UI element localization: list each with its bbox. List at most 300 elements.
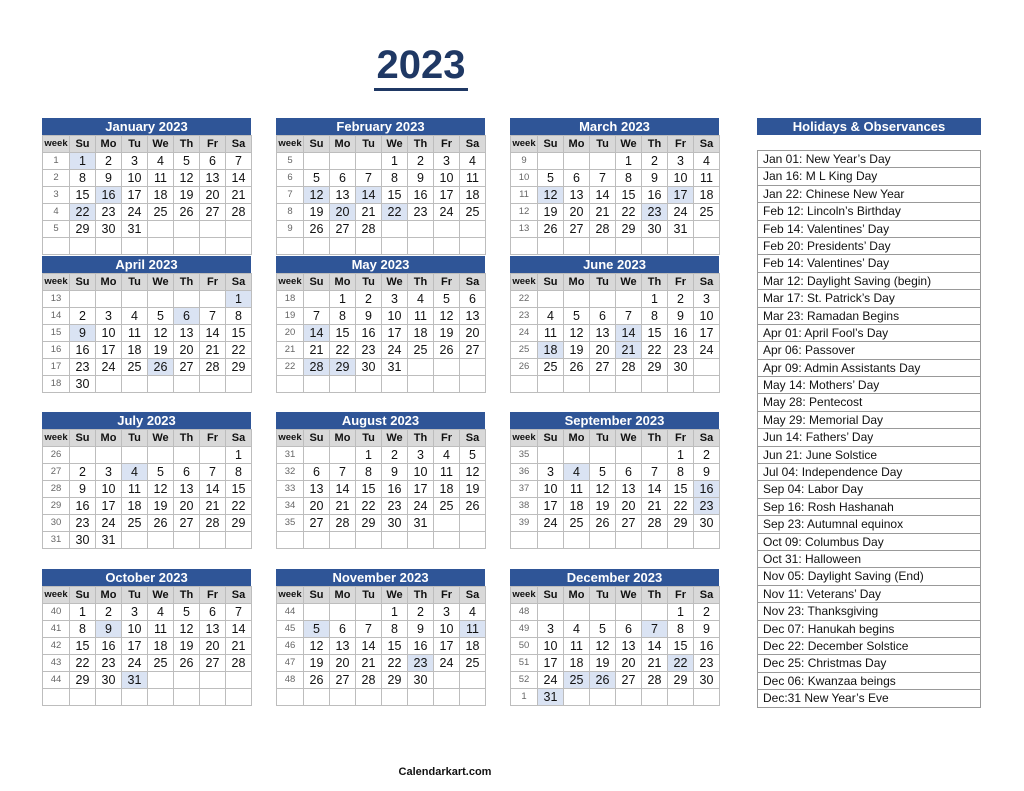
weekday-header: Th: [642, 430, 668, 447]
week-number: 21: [277, 342, 304, 359]
day-cell: 14: [642, 481, 668, 498]
day-cell: 5: [174, 604, 200, 621]
day-cell: 20: [200, 638, 226, 655]
week-number: [277, 689, 304, 706]
week-row: [511, 515, 720, 532]
week-row: [511, 204, 720, 221]
day-cell: [96, 689, 122, 706]
day-cell: [330, 604, 356, 621]
day-cell: 4: [460, 153, 486, 170]
day-cell: [304, 291, 330, 308]
day-cell: [460, 238, 486, 255]
week-header: week: [277, 430, 304, 447]
day-cell: 7: [330, 464, 356, 481]
week-number: 9: [511, 153, 538, 170]
weekday-header-row: [277, 587, 486, 604]
day-cell: 19: [148, 498, 174, 515]
day-cell: 26: [460, 498, 486, 515]
day-cell: 21: [200, 342, 226, 359]
day-cell: 18: [460, 187, 486, 204]
day-cell: 7: [200, 308, 226, 325]
weekday-header-row: [43, 136, 252, 153]
day-cell: 6: [616, 621, 642, 638]
day-cell: 14: [200, 481, 226, 498]
day-cell: 26: [304, 672, 330, 689]
day-cell: [148, 532, 174, 549]
day-cell: 2: [694, 447, 720, 464]
day-cell: 29: [668, 672, 694, 689]
weekday-header-row: [277, 430, 486, 447]
day-cell: 25: [148, 204, 174, 221]
day-cell: 15: [668, 638, 694, 655]
day-cell: 4: [694, 153, 720, 170]
week-row: [43, 689, 252, 706]
holiday-item: Sep 23: Autumnal equinox: [757, 516, 981, 533]
day-cell: 29: [642, 359, 668, 376]
weekday-header: Tu: [590, 274, 616, 291]
weekday-header: Su: [538, 430, 564, 447]
day-cell: [330, 238, 356, 255]
day-cell: [200, 532, 226, 549]
day-cell: [590, 689, 616, 706]
day-cell: [408, 238, 434, 255]
day-cell: [460, 376, 486, 393]
day-cell: [616, 532, 642, 549]
week-number: 44: [43, 672, 70, 689]
day-cell: 22: [226, 498, 252, 515]
day-cell: 17: [694, 325, 720, 342]
day-cell: 14: [304, 325, 330, 342]
week-row: [277, 447, 486, 464]
day-cell: [200, 376, 226, 393]
day-cell: 24: [96, 359, 122, 376]
weekday-header: Th: [408, 587, 434, 604]
week-row: [277, 291, 486, 308]
day-cell: [408, 532, 434, 549]
holiday-item: Mar 23: Ramadan Begins: [757, 308, 981, 325]
day-cell: 18: [460, 638, 486, 655]
day-cell: 10: [408, 464, 434, 481]
day-cell: 29: [70, 672, 96, 689]
day-cell: 12: [148, 325, 174, 342]
weekday-header: We: [382, 274, 408, 291]
day-cell: 23: [96, 655, 122, 672]
day-cell: 27: [200, 204, 226, 221]
week-row: [277, 238, 486, 255]
week-row: [43, 464, 252, 481]
week-header: week: [511, 587, 538, 604]
day-cell: [408, 689, 434, 706]
holiday-item: Sep 16: Rosh Hashanah: [757, 499, 981, 516]
day-cell: 15: [226, 481, 252, 498]
day-cell: [538, 604, 564, 621]
day-cell: [70, 447, 96, 464]
day-cell: 31: [668, 221, 694, 238]
day-cell: 19: [538, 204, 564, 221]
day-cell: 7: [642, 464, 668, 481]
day-cell: 20: [616, 655, 642, 672]
day-cell: 14: [616, 325, 642, 342]
week-number: 17: [43, 359, 70, 376]
day-cell: 24: [538, 672, 564, 689]
day-cell: 14: [356, 638, 382, 655]
day-cell: 19: [174, 638, 200, 655]
day-cell: 31: [408, 515, 434, 532]
day-cell: [668, 376, 694, 393]
day-cell: [668, 532, 694, 549]
day-cell: 4: [148, 604, 174, 621]
week-row: [43, 376, 252, 393]
week-header: week: [277, 587, 304, 604]
day-cell: 16: [382, 481, 408, 498]
holiday-item: Mar 17: St. Patrick’s Day: [757, 290, 981, 307]
month-table: [42, 273, 252, 393]
weekday-header: Fr: [668, 274, 694, 291]
weekday-header: Fr: [200, 274, 226, 291]
day-cell: 31: [122, 221, 148, 238]
day-cell: 25: [538, 359, 564, 376]
weekday-header: Mo: [96, 274, 122, 291]
day-cell: 11: [148, 621, 174, 638]
week-number: 35: [277, 515, 304, 532]
day-cell: 22: [330, 342, 356, 359]
week-number: 49: [511, 621, 538, 638]
day-cell: 14: [356, 187, 382, 204]
week-row: [511, 221, 720, 238]
day-cell: 7: [226, 153, 252, 170]
day-cell: 27: [174, 515, 200, 532]
day-cell: [226, 689, 252, 706]
day-cell: 9: [382, 464, 408, 481]
day-cell: [694, 221, 720, 238]
day-cell: 3: [668, 153, 694, 170]
day-cell: 26: [590, 672, 616, 689]
day-cell: 14: [226, 170, 252, 187]
holiday-item: May 14: Mothers’ Day: [757, 377, 981, 394]
day-cell: 12: [174, 621, 200, 638]
weekday-header: Fr: [200, 587, 226, 604]
day-cell: [590, 376, 616, 393]
day-cell: 3: [538, 464, 564, 481]
day-cell: 23: [694, 655, 720, 672]
day-cell: 30: [70, 532, 96, 549]
holiday-item: Jun 21: June Solstice: [757, 447, 981, 464]
month-calendar: [42, 569, 251, 706]
day-cell: 25: [460, 204, 486, 221]
day-cell: 27: [330, 221, 356, 238]
weekday-header: Th: [642, 274, 668, 291]
day-cell: 26: [148, 359, 174, 376]
day-cell: [304, 689, 330, 706]
day-cell: [148, 238, 174, 255]
day-cell: [460, 689, 486, 706]
week-row: [277, 498, 486, 515]
day-cell: [642, 447, 668, 464]
month-title: March 2023: [510, 118, 719, 135]
week-number: 22: [511, 291, 538, 308]
day-cell: [356, 604, 382, 621]
day-cell: 19: [590, 655, 616, 672]
holiday-item: Jan 22: Chinese New Year: [757, 186, 981, 203]
day-cell: 16: [96, 638, 122, 655]
day-cell: [694, 359, 720, 376]
day-cell: 2: [408, 153, 434, 170]
day-cell: 1: [356, 447, 382, 464]
day-cell: 30: [382, 515, 408, 532]
weekday-header: We: [616, 587, 642, 604]
day-cell: 19: [304, 204, 330, 221]
day-cell: 13: [616, 638, 642, 655]
holiday-item: May 28: Pentecost: [757, 394, 981, 411]
day-cell: 5: [590, 464, 616, 481]
day-cell: 8: [382, 170, 408, 187]
week-number: 31: [43, 532, 70, 549]
week-row: [277, 638, 486, 655]
week-row: [43, 621, 252, 638]
day-cell: [564, 291, 590, 308]
day-cell: 29: [70, 221, 96, 238]
week-row: [277, 221, 486, 238]
month-title: September 2023: [510, 412, 719, 429]
week-number: 19: [277, 308, 304, 325]
day-cell: 2: [96, 604, 122, 621]
day-cell: [694, 376, 720, 393]
day-cell: 23: [694, 498, 720, 515]
day-cell: [148, 689, 174, 706]
day-cell: [538, 532, 564, 549]
day-cell: [538, 291, 564, 308]
day-cell: 26: [174, 655, 200, 672]
day-cell: 17: [434, 187, 460, 204]
month-table: [42, 586, 252, 706]
weekday-header: We: [616, 274, 642, 291]
day-cell: 15: [356, 481, 382, 498]
day-cell: 17: [538, 655, 564, 672]
week-row: [511, 655, 720, 672]
week-row: [511, 291, 720, 308]
day-cell: 30: [356, 359, 382, 376]
weekday-header: Th: [174, 430, 200, 447]
month-table: [510, 273, 720, 393]
week-number: [511, 238, 538, 255]
day-cell: 13: [174, 325, 200, 342]
weekday-header: We: [616, 430, 642, 447]
weekday-header: Mo: [564, 430, 590, 447]
week-number: 25: [511, 342, 538, 359]
week-header: week: [43, 136, 70, 153]
week-row: [43, 532, 252, 549]
weekday-header: Mo: [330, 430, 356, 447]
week-number: 10: [511, 170, 538, 187]
week-number: 48: [277, 672, 304, 689]
day-cell: 10: [694, 308, 720, 325]
day-cell: 11: [564, 481, 590, 498]
day-cell: [564, 153, 590, 170]
day-cell: [564, 532, 590, 549]
day-cell: 4: [122, 308, 148, 325]
day-cell: 18: [122, 498, 148, 515]
day-cell: 17: [408, 481, 434, 498]
day-cell: 24: [538, 515, 564, 532]
day-cell: 20: [304, 498, 330, 515]
day-cell: 1: [226, 447, 252, 464]
weekday-header: Fr: [200, 430, 226, 447]
day-cell: 9: [70, 481, 96, 498]
week-row: [511, 308, 720, 325]
week-row: [43, 170, 252, 187]
day-cell: 14: [226, 621, 252, 638]
day-cell: [148, 376, 174, 393]
week-number: 7: [277, 187, 304, 204]
week-row: [43, 604, 252, 621]
day-cell: [616, 447, 642, 464]
weekday-header: Su: [304, 274, 330, 291]
day-cell: 28: [356, 221, 382, 238]
weekday-header: Tu: [590, 587, 616, 604]
day-cell: 25: [148, 655, 174, 672]
weekday-header-row: [43, 587, 252, 604]
day-cell: 20: [200, 187, 226, 204]
day-cell: 15: [70, 638, 96, 655]
day-cell: 8: [226, 308, 252, 325]
day-cell: 9: [668, 308, 694, 325]
day-cell: [590, 238, 616, 255]
week-row: [277, 604, 486, 621]
weekday-header: We: [382, 136, 408, 153]
day-cell: 10: [668, 170, 694, 187]
day-cell: [616, 238, 642, 255]
holiday-item: Apr 06: Passover: [757, 342, 981, 359]
day-cell: [538, 153, 564, 170]
day-cell: 20: [330, 204, 356, 221]
day-cell: [122, 376, 148, 393]
day-cell: 20: [616, 498, 642, 515]
day-cell: [96, 291, 122, 308]
week-row: [43, 672, 252, 689]
day-cell: 21: [200, 498, 226, 515]
week-number: 3: [43, 187, 70, 204]
weekday-header: Mo: [564, 274, 590, 291]
day-cell: 14: [330, 481, 356, 498]
day-cell: 5: [434, 291, 460, 308]
holiday-item: Jul 04: Independence Day: [757, 464, 981, 481]
weekday-header: Tu: [122, 430, 148, 447]
day-cell: [330, 689, 356, 706]
day-cell: 5: [148, 308, 174, 325]
day-cell: [590, 291, 616, 308]
day-cell: [590, 604, 616, 621]
weekday-header: Fr: [434, 274, 460, 291]
weekday-header: Fr: [668, 587, 694, 604]
month-calendar: [510, 412, 719, 549]
day-cell: 19: [304, 655, 330, 672]
day-cell: 15: [616, 187, 642, 204]
weekday-header: Th: [174, 274, 200, 291]
day-cell: [356, 238, 382, 255]
day-cell: [642, 238, 668, 255]
day-cell: [408, 376, 434, 393]
day-cell: 3: [382, 291, 408, 308]
day-cell: 1: [382, 604, 408, 621]
day-cell: 4: [148, 153, 174, 170]
month-calendar: [276, 569, 485, 706]
day-cell: 8: [642, 308, 668, 325]
week-row: [277, 204, 486, 221]
day-cell: 20: [174, 342, 200, 359]
day-cell: 29: [226, 359, 252, 376]
day-cell: 24: [434, 655, 460, 672]
week-row: [511, 672, 720, 689]
day-cell: 9: [694, 464, 720, 481]
month-title: August 2023: [276, 412, 485, 429]
day-cell: [564, 447, 590, 464]
weekday-header: Mo: [330, 274, 356, 291]
weekday-header: Tu: [356, 430, 382, 447]
day-cell: 13: [330, 187, 356, 204]
week-number: 28: [43, 481, 70, 498]
week-row: [277, 325, 486, 342]
day-cell: 15: [330, 325, 356, 342]
day-cell: [616, 291, 642, 308]
day-cell: 22: [642, 342, 668, 359]
weekday-header: Fr: [434, 587, 460, 604]
day-cell: 29: [668, 515, 694, 532]
week-row: [43, 204, 252, 221]
day-cell: 30: [642, 221, 668, 238]
day-cell: 30: [694, 515, 720, 532]
weekday-header-row: [511, 430, 720, 447]
day-cell: [174, 447, 200, 464]
day-cell: 9: [642, 170, 668, 187]
weekday-header: Sa: [226, 430, 252, 447]
day-cell: 7: [590, 170, 616, 187]
month-table: [510, 135, 720, 255]
week-row: [277, 359, 486, 376]
day-cell: 28: [226, 204, 252, 221]
day-cell: 5: [460, 447, 486, 464]
day-cell: 1: [226, 291, 252, 308]
day-cell: 5: [148, 464, 174, 481]
day-cell: 26: [304, 221, 330, 238]
weekday-header: Tu: [122, 587, 148, 604]
day-cell: 2: [70, 464, 96, 481]
day-cell: 26: [564, 359, 590, 376]
weekday-header: Th: [408, 430, 434, 447]
day-cell: [174, 221, 200, 238]
day-cell: 24: [96, 515, 122, 532]
day-cell: 30: [70, 376, 96, 393]
day-cell: 11: [408, 308, 434, 325]
weekday-header-row: [277, 274, 486, 291]
weekday-header: Su: [70, 587, 96, 604]
day-cell: 23: [356, 342, 382, 359]
holiday-item: Oct 09: Columbus Day: [757, 534, 981, 551]
week-row: [277, 532, 486, 549]
weekday-header: Sa: [460, 274, 486, 291]
week-number: 5: [43, 221, 70, 238]
day-cell: 2: [382, 447, 408, 464]
day-cell: [538, 376, 564, 393]
month-calendar: [510, 256, 719, 393]
day-cell: 12: [538, 187, 564, 204]
week-number: 18: [277, 291, 304, 308]
day-cell: [356, 532, 382, 549]
day-cell: [96, 376, 122, 393]
day-cell: 22: [70, 204, 96, 221]
week-number: 27: [43, 464, 70, 481]
holiday-item: Feb 12: Lincoln’s Birthday: [757, 203, 981, 220]
day-cell: 16: [642, 187, 668, 204]
